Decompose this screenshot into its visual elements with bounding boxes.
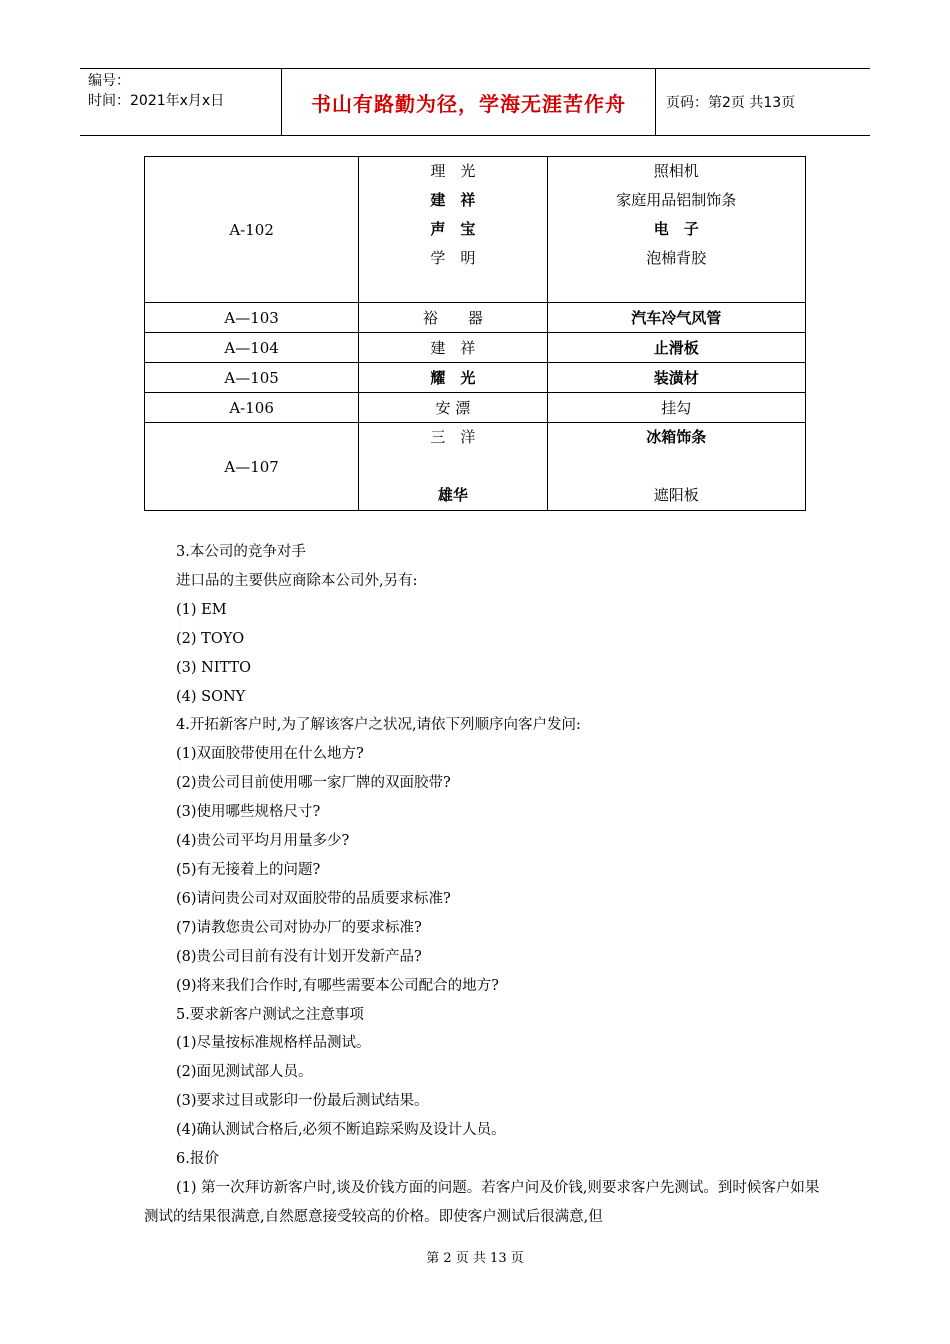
table-row xyxy=(145,423,806,511)
code-cell: A—104 xyxy=(145,333,359,363)
table-row xyxy=(145,393,806,423)
text-line: (4)贵公司平均月用量多少? xyxy=(176,833,350,850)
text-line: (9)将来我们合作时,有哪些需要本公司配合的地方? xyxy=(176,977,499,994)
supplier-table xyxy=(144,156,806,511)
product-cell: 止滑板 xyxy=(547,333,805,363)
text-line: (4)确认测试合格后,必须不断追踪采购及设计人员。 xyxy=(176,1122,506,1139)
name-line: 理 光 xyxy=(430,162,476,180)
text-line: (3)要求过目或影印一份最后测试结果。 xyxy=(176,1093,429,1110)
product-line: 泡棉背胶 xyxy=(646,249,707,267)
product-line: 冰箱饰条 xyxy=(646,428,707,446)
table-row xyxy=(145,303,806,333)
text-line: (7)请教您贵公司对协办厂的要求标准? xyxy=(176,919,422,936)
code-cell: A-106 xyxy=(145,393,359,423)
header-meta xyxy=(80,69,282,135)
product-cell: 挂勾 xyxy=(547,393,805,423)
name-cell xyxy=(359,157,547,303)
text-line: 6.报价 xyxy=(176,1151,219,1168)
product-line: 遮阳板 xyxy=(653,486,699,504)
number-label: 编号： xyxy=(88,73,130,89)
body-text xyxy=(144,538,824,1232)
time-label: 时间：2021年x月x日 xyxy=(88,93,225,109)
text-line: 3.本公司的竞争对手 xyxy=(176,544,306,560)
table-row xyxy=(145,157,806,303)
text-line: (5)有无接着上的问题? xyxy=(176,861,321,878)
name-cell: 裕 器 xyxy=(359,303,547,333)
paragraph: (1) 第一次拜访新客户时,谈及价钱方面的问题。若客户问及价钱,则要求客户先测试。到时候客户如果测试的结果很满意,自然愿意接受较高的价格。即使客户测试后很满意,但 xyxy=(144,1179,820,1225)
product-line: 家庭用品铝制饰条 xyxy=(616,191,737,209)
product-cell xyxy=(547,157,805,303)
name-cell xyxy=(359,423,547,511)
code-cell: A—105 xyxy=(145,363,359,393)
text-line: (1)双面胶带使用在什么地方? xyxy=(176,746,364,763)
header-motto: 书山有路勤为径，学海无涯苦作舟 xyxy=(282,69,656,135)
text-line: (6)请问贵公司对双面胶带的品质要求标准? xyxy=(176,890,451,907)
name-cell: 建 祥 xyxy=(359,333,547,363)
spacer-line xyxy=(548,452,805,481)
text-line: (3)使用哪些规格尺寸? xyxy=(176,804,321,821)
header-page-label: 页码：第2页 共13页 xyxy=(666,95,796,111)
text-line: 4.开拓新客户时,为了解该客户之状况,请依下列顺序向客户发问: xyxy=(176,717,581,734)
name-line: 三 洋 xyxy=(430,428,476,446)
text-line: (8)贵公司目前有没有计划开发新产品? xyxy=(176,948,422,965)
name-line: 学 明 xyxy=(430,249,476,267)
text-line: (1)尽量按标准规格样品测试。 xyxy=(176,1035,371,1052)
text-line: (3) NITTO xyxy=(176,659,252,676)
name-cell: 耀 光 xyxy=(359,363,547,393)
product-line: 照相机 xyxy=(653,162,699,180)
text-line: 进口品的主要供应商除本公司外,另有: xyxy=(176,572,418,589)
name-line: 建 祥 xyxy=(430,191,476,209)
code-cell: A—103 xyxy=(145,303,359,333)
name-cell: 安 漂 xyxy=(359,393,547,423)
product-cell xyxy=(547,423,805,511)
spacer-line xyxy=(359,452,546,481)
product-line: 电 子 xyxy=(653,220,699,238)
table-row xyxy=(145,363,806,393)
text-line: (4) SONY xyxy=(176,688,246,705)
text-line: (1) EM xyxy=(176,601,227,618)
page-header xyxy=(80,68,870,136)
page-footer: 第 2 页 共 13 页 xyxy=(426,1251,524,1266)
product-cell: 装潢材 xyxy=(547,363,805,393)
code-cell: A—107 xyxy=(145,423,359,511)
text-line: (2) TOYO xyxy=(176,630,245,647)
table-row xyxy=(145,333,806,363)
name-line: 雄华 xyxy=(437,486,468,504)
text-line: (2)贵公司目前使用哪一家厂牌的双面胶带? xyxy=(176,775,451,792)
product-cell: 汽车冷气风管 xyxy=(547,303,805,333)
code-cell: A-102 xyxy=(145,157,359,303)
name-line: 声 宝 xyxy=(430,220,476,238)
text-line: 5.要求新客户测试之注意事项 xyxy=(176,1006,364,1023)
text-line: (2)面见测试部人员。 xyxy=(176,1064,313,1081)
